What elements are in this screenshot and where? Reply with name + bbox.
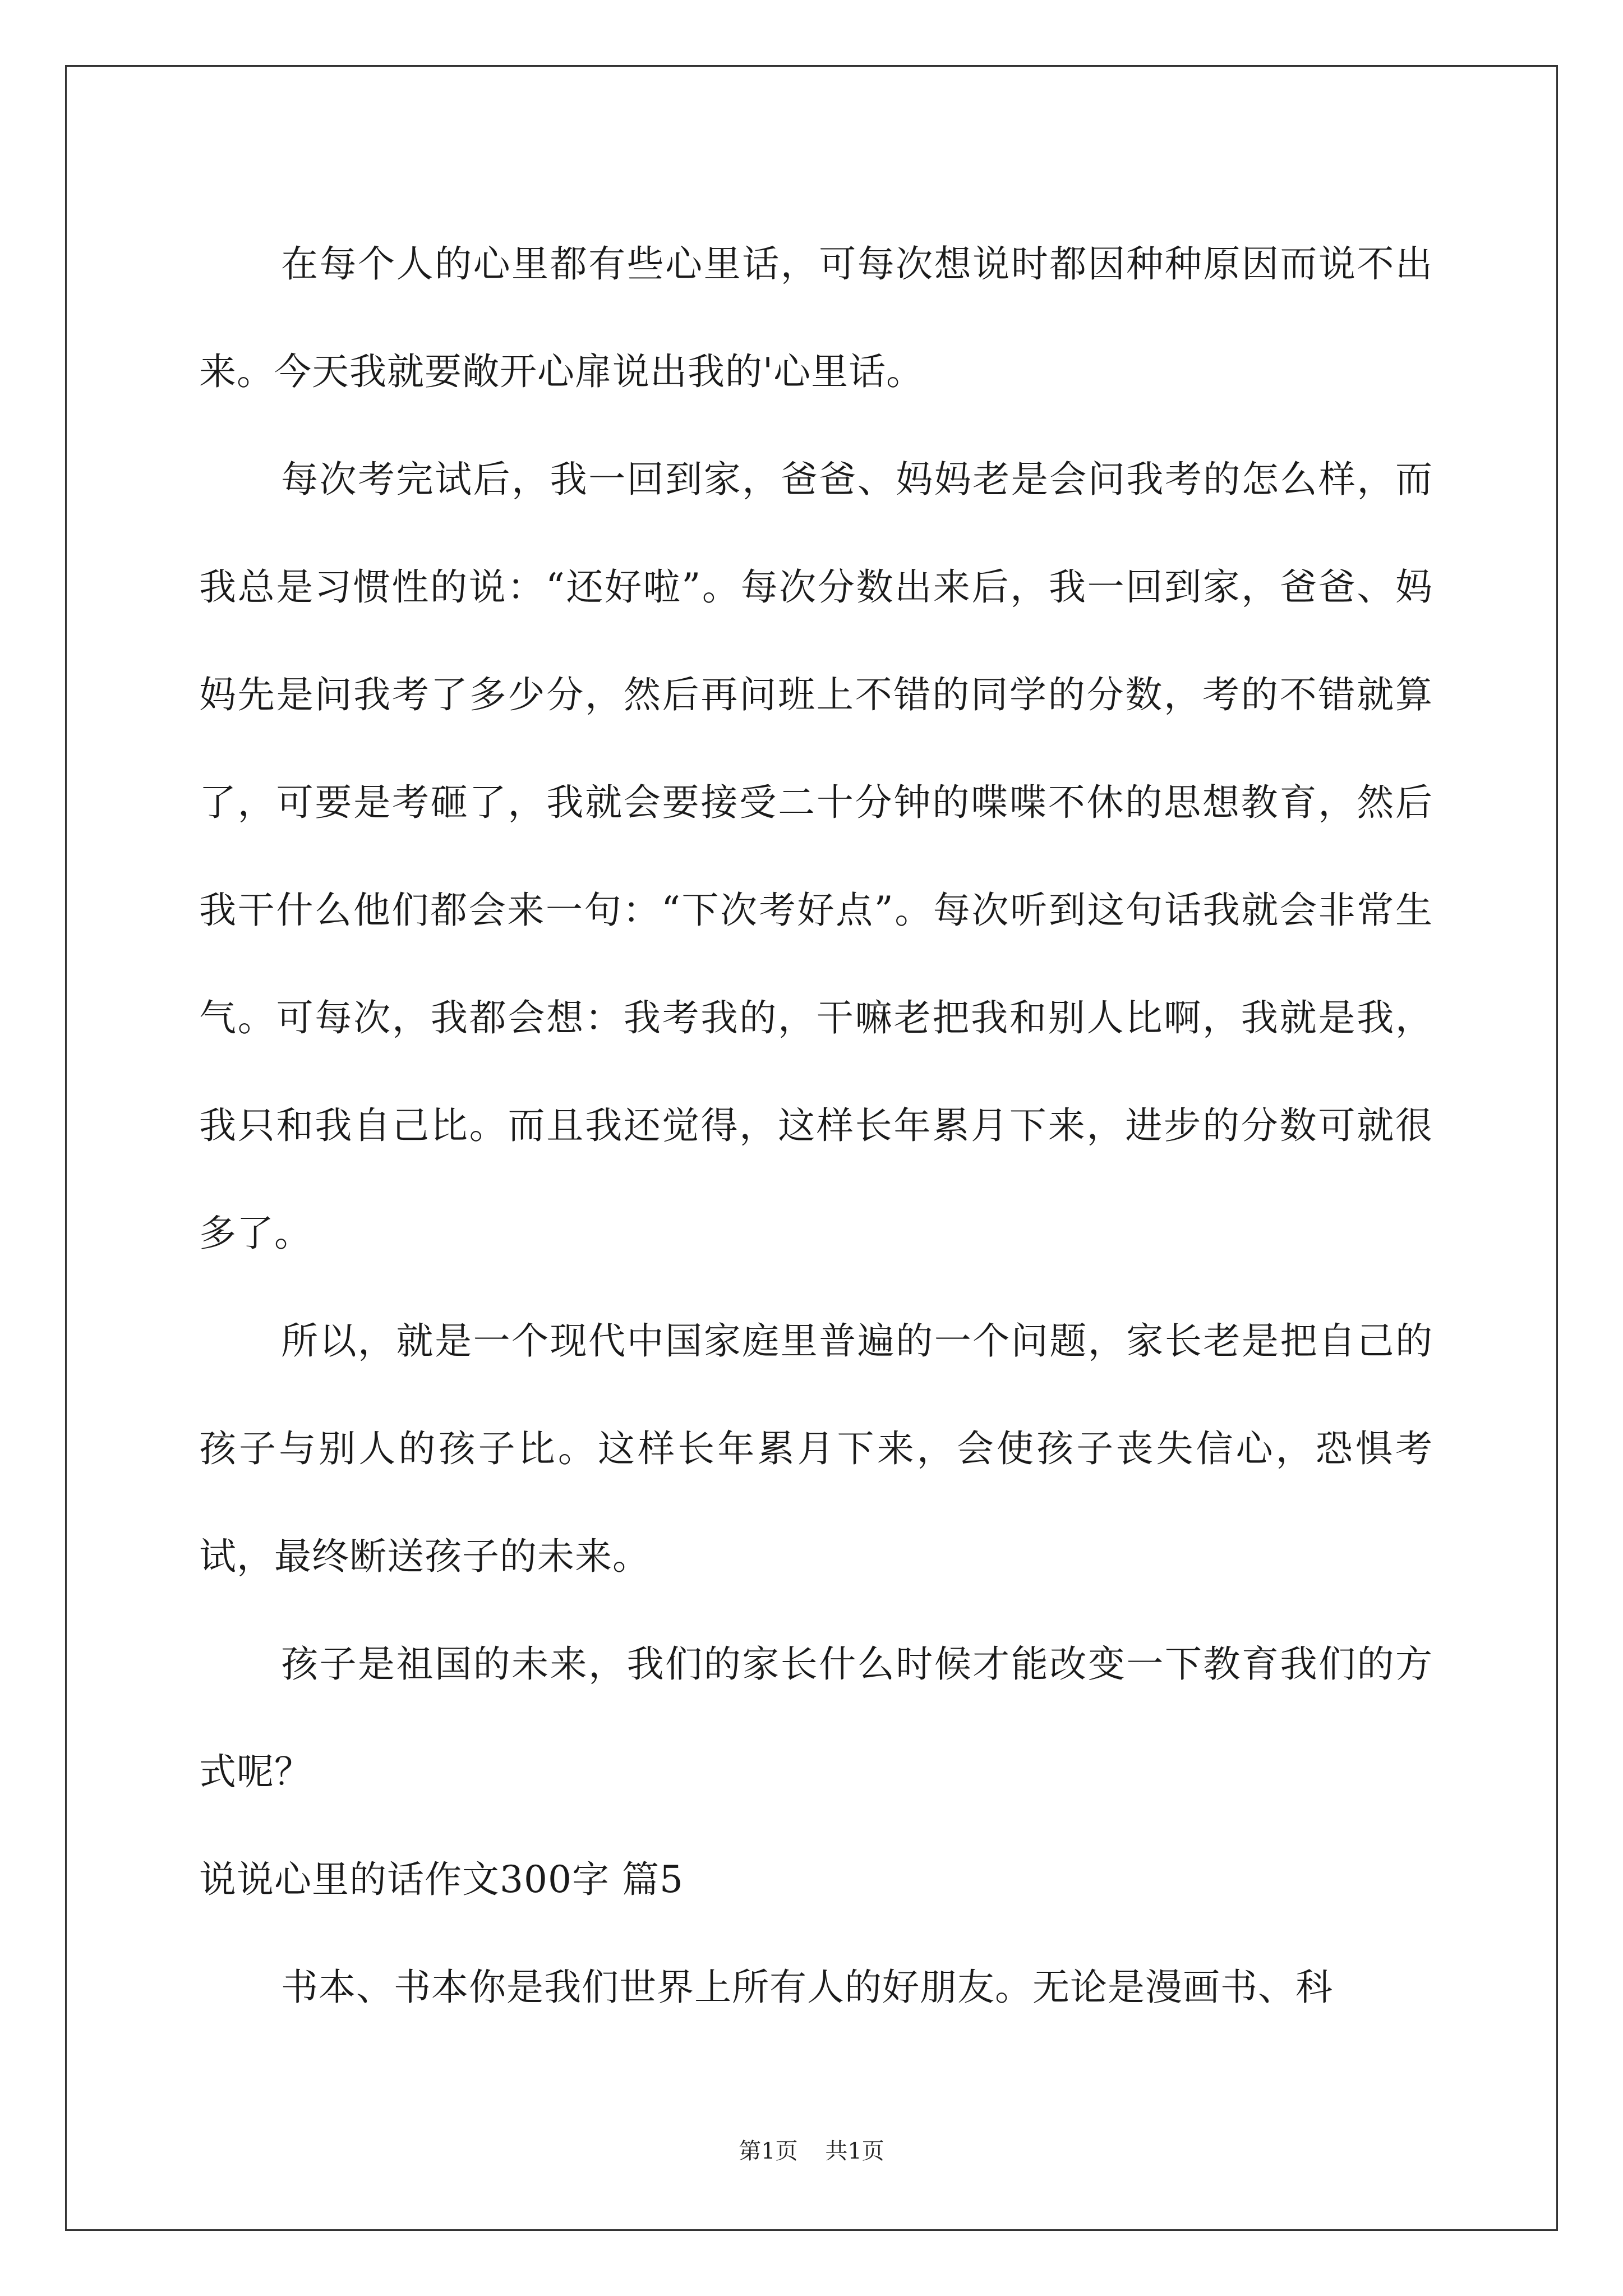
section-heading: 说说心里的话作文300字 篇5 — [199, 1858, 684, 1901]
paragraph-5: 书本、书本你是我们世界上所有人的好朋友。无论是漫画书、科 — [281, 1966, 1333, 2009]
page-number-current: 第1页 — [739, 2138, 798, 2164]
paragraph-1: 在每个人的心里都有些心里话，可每次想说时都因种种原因而说不出来。今天我就要敞开心扉说出我的'心里话。 — [199, 242, 1433, 393]
paragraph-4: 孩子是祖国的未来，我们的家长什么时候才能改变一下教育我们的方式呢？ — [199, 1642, 1433, 1793]
page-number-total: 共1页 — [825, 2138, 884, 2164]
document-body — [199, 210, 1433, 2041]
paragraph-2: 每次考完试后，我一回到家，爸爸、妈妈老是会问我考的怎么样，而我总是习惯性的说：“还好啦”。每次分数出来后，我一回到家，爸爸、妈妈先是问我考了多少分，然后再问班上不错的同学的分数，考的不错就算了，可要是考砸了，我就会要接受二十分钟的喋喋不休的思想教育，然后我干什么他们都会来一句：“下次考好点”。每次听到这句话我就会非常生气。可每次，我都会想：我考我的，干嘛老把我和别人比啊，我就是我，我只和我自己比。而且我还觉得，这样长年累月下来，进步的分数可就很多了。 — [199, 458, 1433, 1255]
paragraph-3: 所以，就是一个现代中国家庭里普遍的一个问题，家长老是把自己的孩子与别人的孩子比。这样长年累月下来，会使孩子丧失信心，恐惧考试，最终断送孩子的未来。 — [199, 1319, 1433, 1578]
page-footer — [0, 2134, 1623, 2168]
